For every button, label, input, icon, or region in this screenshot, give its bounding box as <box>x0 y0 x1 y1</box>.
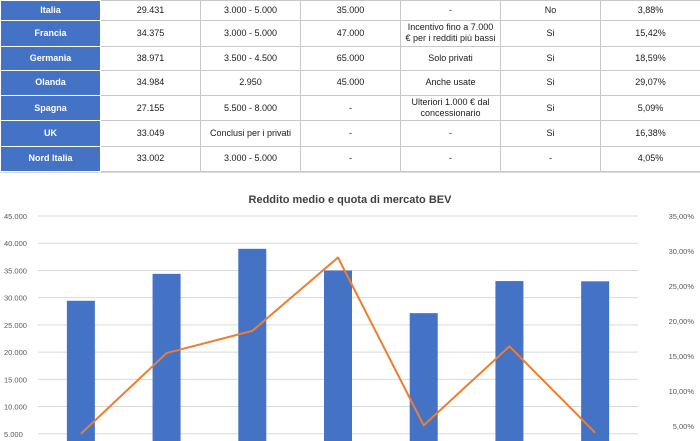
price-cell: 3.500 - 4.500 <box>201 46 301 70</box>
country-cell: Spagna <box>1 96 101 121</box>
income-bar <box>324 271 352 441</box>
income-cell: 33.049 <box>101 121 201 146</box>
threshold-cell: 35.000 <box>301 1 401 21</box>
share-cell: 15,42% <box>601 21 700 46</box>
threshold-cell: - <box>301 121 401 146</box>
threshold-cell: 47.000 <box>301 21 401 46</box>
right-tick-label: 15,00% <box>668 352 694 361</box>
income-bar <box>495 281 523 441</box>
used-cars-cell: Si <box>501 121 601 146</box>
share-cell: 29,07% <box>601 70 700 95</box>
used-cars-cell: Si <box>501 46 601 70</box>
share-cell: 5,09% <box>601 96 700 121</box>
income-bar <box>581 281 609 441</box>
income-bar <box>153 274 181 441</box>
income-share-chart <box>0 183 700 441</box>
table-row <box>1 1 700 21</box>
right-tick-label: 10,00% <box>668 387 694 396</box>
threshold-cell: 45.000 <box>301 70 401 95</box>
right-tick-label: 30,00% <box>668 247 694 256</box>
used-cars-cell: Si <box>501 70 601 95</box>
left-tick-label: 15.000 <box>4 375 27 385</box>
incentive-cell: Solo privati <box>401 46 501 70</box>
price-cell: 2.950 <box>201 70 301 95</box>
share-cell: 4,05% <box>601 146 700 171</box>
country-cell: Francia <box>1 21 101 46</box>
share-cell: 18,59% <box>601 46 700 70</box>
country-cell: Olanda <box>1 70 101 95</box>
country-cell: Italia <box>1 1 101 21</box>
chart-canvas <box>0 183 700 441</box>
country-cell: UK <box>1 121 101 146</box>
left-tick-label: 25.000 <box>4 320 27 330</box>
threshold-cell: 65.000 <box>301 46 401 70</box>
table-row <box>1 146 700 171</box>
table-row <box>1 21 700 46</box>
used-cars-cell: No <box>501 1 601 21</box>
income-cell: 38.971 <box>101 46 201 70</box>
bar-series <box>67 249 609 441</box>
right-tick-label: 20,00% <box>668 317 694 326</box>
price-cell: 3.000 - 5.000 <box>201 146 301 171</box>
right-tick-label: 5,00% <box>672 422 694 431</box>
chart-title: Reddito medio e quota di mercato BEV <box>248 194 452 206</box>
used-cars-cell: Si <box>501 96 601 121</box>
income-cell: 27.155 <box>101 96 201 121</box>
left-tick-label: 10.000 <box>4 402 27 412</box>
income-cell: 29.431 <box>101 1 201 21</box>
income-bar <box>67 301 95 441</box>
incentive-cell: - <box>401 1 501 21</box>
country-cell: Nord Italia <box>1 146 101 171</box>
threshold-cell: - <box>301 146 401 171</box>
price-cell: 3.000 - 5.000 <box>201 1 301 21</box>
incentive-cell: Anche usate <box>401 70 501 95</box>
share-cell: 3,88% <box>601 1 700 21</box>
right-tick-label: 25,00% <box>668 282 694 291</box>
table-row <box>1 96 700 121</box>
income-bar <box>238 249 266 441</box>
incentive-cell: Ulteriori 1.000 € dal concessionario <box>401 96 501 121</box>
incentive-cell: Incentivo fino a 7.000 € per i redditi più bassi <box>401 21 501 46</box>
left-tick-label: 35.000 <box>4 266 27 276</box>
left-tick-label: 5.000 <box>4 429 23 439</box>
left-tick-label: 40.000 <box>4 239 27 249</box>
used-cars-cell: Si <box>501 21 601 46</box>
right-tick-label: 35,00% <box>668 212 694 221</box>
table-row <box>1 70 700 95</box>
threshold-cell: - <box>301 96 401 121</box>
income-bar <box>410 313 438 441</box>
left-tick-label: 45.000 <box>4 212 27 221</box>
share-cell: 16,38% <box>601 121 700 146</box>
country-cell: Germania <box>1 46 101 70</box>
income-cell: 33.002 <box>101 146 201 171</box>
price-cell: 3.000 - 5.000 <box>201 21 301 46</box>
right-axis-ticks <box>669 212 695 431</box>
incentive-cell: - <box>401 121 501 146</box>
income-cell: 34.984 <box>101 70 201 95</box>
table-row <box>1 46 700 70</box>
section-divider <box>0 172 700 183</box>
incentives-table <box>0 0 700 172</box>
price-cell: Conclusi per i privati <box>201 121 301 146</box>
price-cell: 5.500 - 8.000 <box>201 96 301 121</box>
incentive-cell: - <box>401 146 501 171</box>
left-tick-label: 20.000 <box>4 348 27 358</box>
income-cell: 34.375 <box>101 21 201 46</box>
table-row <box>1 121 700 146</box>
left-axis-ticks <box>4 212 27 439</box>
left-tick-label: 30.000 <box>4 293 27 303</box>
used-cars-cell: - <box>501 146 601 171</box>
